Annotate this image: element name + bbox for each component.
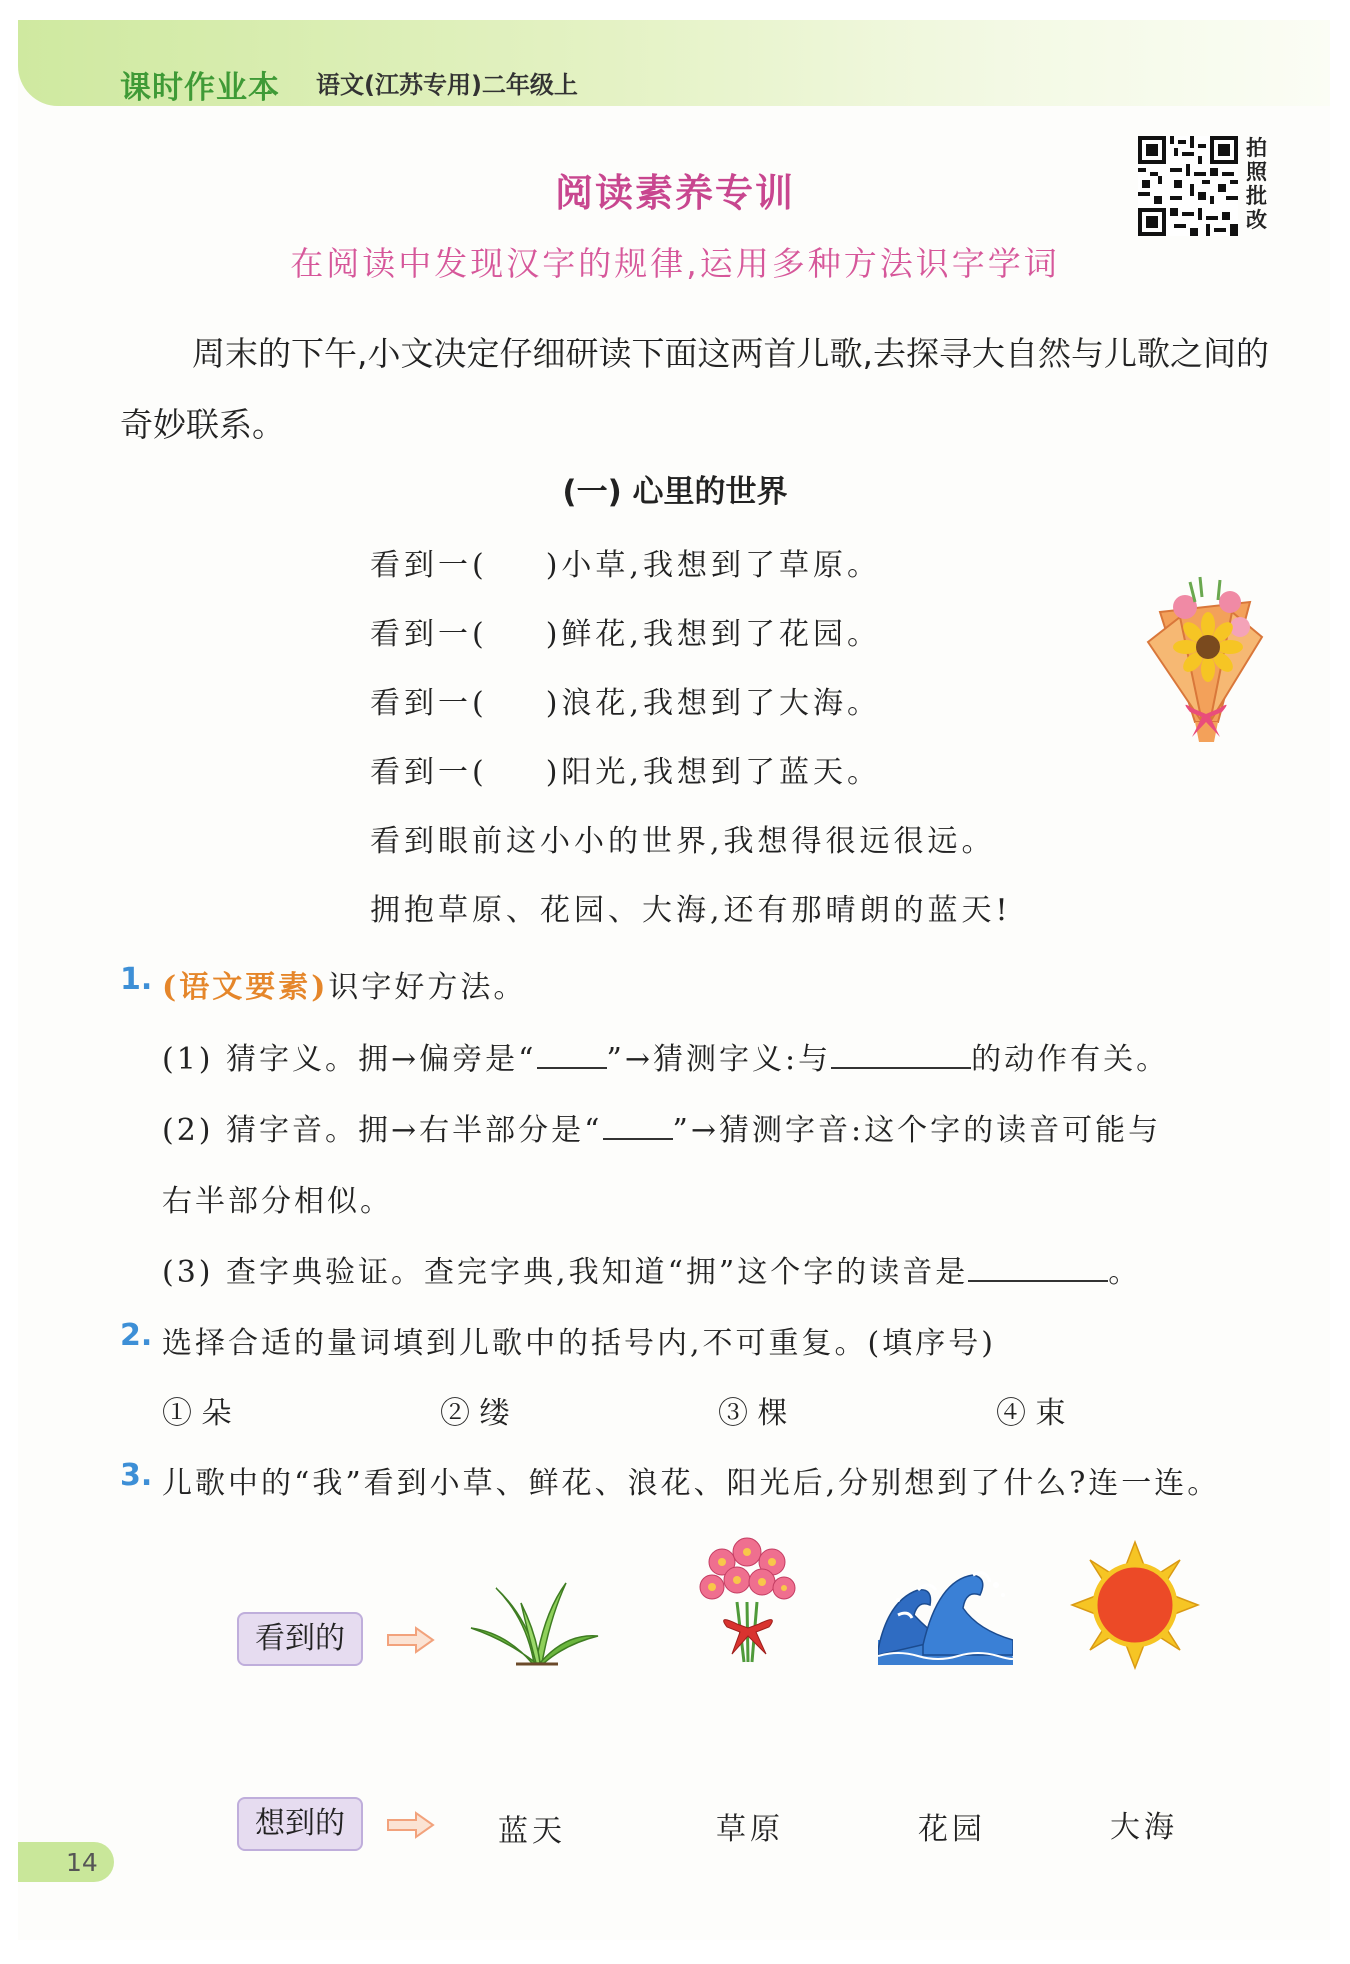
- sub-question-part: ”→猜测字音:这个字的读音可能与: [672, 1113, 1162, 1148]
- poem-title: (一) 心里的世界: [562, 474, 788, 510]
- poem-line-end: )阳光,我想到了蓝天。: [545, 755, 881, 790]
- thought-word[interactable]: 蓝天: [498, 1814, 566, 1849]
- question-text: 儿歌中的“我”看到小草、鲜花、浪花、阳光后,分别想到了什么?连一连。: [162, 1466, 1221, 1501]
- poem-line-end: )浪花,我想到了大海。: [545, 686, 881, 721]
- sunflower-bouquet-icon: [1140, 572, 1270, 757]
- poem-line-end: )小草,我想到了草原。: [545, 548, 881, 583]
- sub-question: [162, 1247, 1141, 1291]
- poem-line: [370, 678, 881, 722]
- question-tag: (语文要素): [162, 970, 329, 1005]
- header-subject: 语文(江苏专用)二年级上: [316, 71, 578, 99]
- thought-word[interactable]: 大海: [1110, 1810, 1178, 1845]
- thought-label: 想到的: [237, 1797, 363, 1851]
- sub-question-continued: 右半部分相似。: [162, 1184, 393, 1219]
- question-number: 3.: [120, 1458, 153, 1493]
- question-body: 识字好方法。: [328, 970, 527, 1005]
- thought-word[interactable]: 草原: [716, 1812, 784, 1847]
- sub-question-part: ”→猜测字义:与: [606, 1042, 832, 1077]
- sub-question-part: 的动作有关。: [971, 1042, 1170, 1077]
- question-number: 2.: [120, 1318, 153, 1353]
- page-number: 14: [66, 1848, 98, 1877]
- sub-question: [162, 1105, 1161, 1149]
- option-item[interactable]: ① 朵: [162, 1396, 232, 1431]
- poem-line: 拥抱草原、花园、大海,还有那晴朗的蓝天!: [370, 893, 1012, 928]
- arrow-right-icon: [386, 1811, 436, 1839]
- arrow-right-icon: [386, 1626, 436, 1654]
- poem-line: [370, 540, 881, 584]
- poem-line: [370, 609, 881, 653]
- sub-question-part: (1) 猜字义。拥→偏旁是“: [162, 1042, 537, 1077]
- poem-line-start: 看到一(: [370, 548, 488, 583]
- intro-paragraph: 周末的下午,小文决定仔细研读下面这两首儿歌,去探寻大自然与儿歌之间的奇妙联系。: [120, 334, 1269, 444]
- sub-question-part: (3) 查字典验证。查完字典,我知道“拥”这个字的读音是: [162, 1255, 969, 1290]
- answer-blank[interactable]: [603, 1110, 673, 1140]
- qr-label-char: 照: [1246, 160, 1267, 184]
- poem-line: [370, 747, 881, 791]
- grass-icon[interactable]: [466, 1578, 601, 1668]
- thought-word[interactable]: 花园: [918, 1812, 986, 1847]
- question-text: [162, 962, 526, 1006]
- poem-line-start: 看到一(: [370, 686, 488, 721]
- poem-line-end: )鲜花,我想到了花园。: [545, 617, 881, 652]
- option-item[interactable]: ② 缕: [440, 1396, 510, 1431]
- page-subtitle: 在阅读中发现汉字的规律,运用多种方法识字学词: [290, 244, 1060, 283]
- poem-line-start: 看到一(: [370, 755, 488, 790]
- qr-label-char: 改: [1246, 208, 1267, 232]
- page-title: 阅读素养专训: [554, 171, 795, 215]
- header-book-title: 课时作业本: [120, 70, 280, 106]
- option-item[interactable]: ③ 棵: [718, 1396, 788, 1431]
- sub-question: [162, 1034, 1169, 1078]
- wave-icon[interactable]: [878, 1560, 1013, 1665]
- sub-question-part: (2) 猜字音。拥→右半部分是“: [162, 1113, 603, 1148]
- question-text: 选择合适的量词填到儿歌中的括号内,不可重复。(填序号): [162, 1326, 996, 1361]
- poem-line-start: 看到一(: [370, 617, 488, 652]
- option-item[interactable]: ④ 束: [996, 1396, 1066, 1431]
- flower-bouquet-icon[interactable]: [692, 1532, 802, 1667]
- poem-line: 看到眼前这小小的世界,我想得很远很远。: [370, 824, 996, 859]
- answer-blank[interactable]: [968, 1252, 1108, 1282]
- sun-icon[interactable]: [1070, 1540, 1200, 1670]
- answer-blank[interactable]: [537, 1039, 607, 1069]
- sub-question-part: 。: [1108, 1255, 1142, 1290]
- question-number: 1.: [120, 962, 153, 997]
- answer-blank[interactable]: [831, 1039, 971, 1069]
- seen-label: 看到的: [237, 1612, 363, 1666]
- qr-label-char: 批: [1246, 184, 1267, 208]
- qr-label-char: 拍: [1246, 136, 1267, 160]
